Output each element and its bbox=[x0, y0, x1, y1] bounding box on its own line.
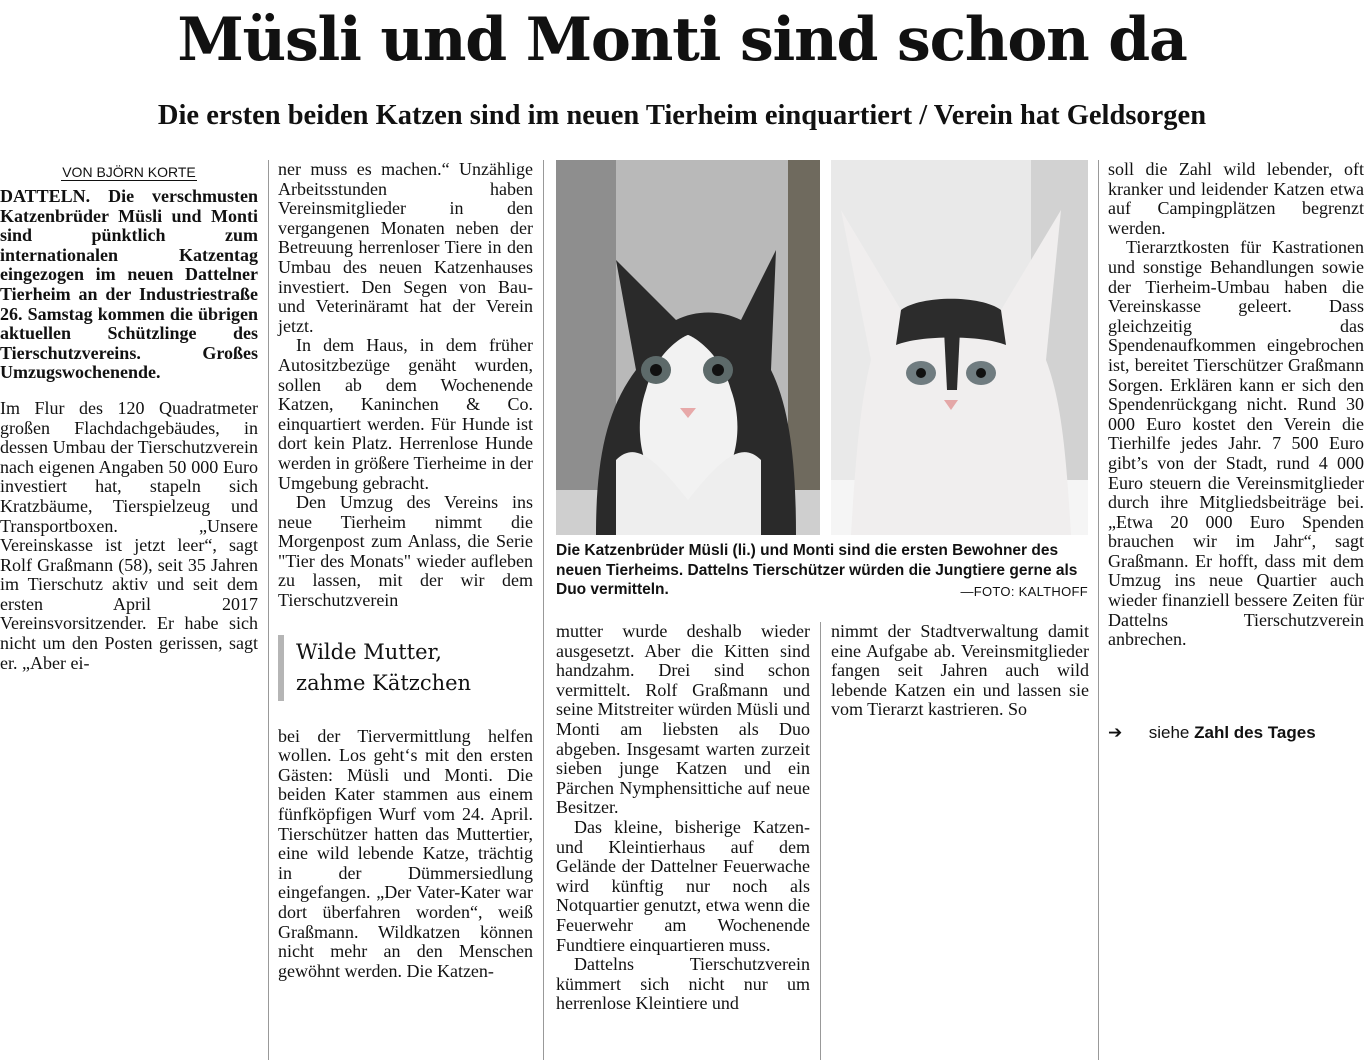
column-2 bbox=[278, 160, 533, 981]
see-also-reference[interactable] bbox=[1108, 722, 1316, 744]
cat-photo-muesli bbox=[556, 160, 820, 535]
column-5 bbox=[1108, 160, 1364, 650]
body-paragraph: Das kleine, bisherige Katzen- und Kleintierhaus auf dem Gelände der Dattelner Feuerwache wird künftig nur noch als Notquartier genutzt, etwa wenn die Feuerwehr am Wochenende Fundtiere einquartieren muss. bbox=[556, 816, 810, 955]
cat-muesli-image bbox=[556, 160, 820, 535]
body-paragraph: bei der Tiervermittlung helfen wollen. Los geht‘s mit den ersten Gästen: Müsli und Monti. Die beiden Kater stammen aus einem fünfköpfigen Wurf vom 24. April. Tierschützer hatten das Muttertier, eine wild lebende Katze, trächtig in der Dümmersiedlung eingefangen. „Der Vater-Kater war dort überfahren worden“, weiß Graßmann. Wildkatzen können nicht mehr an den Menschen gewöhnt werden. Die Katzen- bbox=[278, 725, 533, 981]
body-paragraph: ner muss es machen.“ Unzählige Arbeitsstunden haben Vereinsmitglieder in den vergangenen Monaten neben der Betreuung herrenloser Tiere in den Umbau des neuen Katzenhauses investiert. Den Segen von Bau- und Veterinäramt hat der Verein jetzt. bbox=[278, 159, 533, 336]
body-paragraph: Im Flur des 120 Quadratmeter großen Flachdachgebäudes, in dessen Umbau der Tierschutzverein nach eigenen Angaben 50 000 Euro investiert hat, stapeln sich Kratzbäume, Tierspielzeug und Transportboxen. „Unsere Vereinskasse ist jetzt leer“, sagt Rolf Graßmann (58), seit 35 Jahren im Tierschutz aktiv und seit dem ersten April 2017 Vereinsvorsitzender. Er habe sich nicht um den Posten gerissen, sagt er. „Aber ei- bbox=[0, 397, 258, 673]
arrow-right-icon: ➔ bbox=[1108, 723, 1123, 742]
cat-monti-image bbox=[831, 160, 1088, 535]
lead-paragraph: DATTELN. Die verschmusten Katzenbrüder Müsli und Monti sind pünktlich zum internationalen Katzentag eingezogen im neuen Dattelner Tierheim an der Industriestraße 26. Samstag kommen die übrigen aktuellen Schützlinge des Tierschutzvereins. Großes Umzugswochenende. bbox=[0, 186, 258, 383]
column-rule bbox=[820, 622, 821, 1060]
body-paragraph: In dem Haus, in dem früher Autositzbezüge genäht wurden, sollen ab dem Wochenende Katzen, Kaninchen & Co. einquartiert werden. Für Hunde ist dort kein Platz. Herrenlose Hunde werden in größere Tierheime in der Umgebung gebracht. bbox=[278, 335, 533, 493]
body-paragraph: Den Umzug des Vereins ins neue Tierheim nimmt die Morgenpost zum Anlass, die Serie "Tier des Monats" wieder aufleben zu lassen, mit der wir dem Tierschutzverein bbox=[278, 492, 533, 611]
headline: Müsli und Monti sind schon da bbox=[177, 5, 1187, 75]
see-also-target[interactable]: Zahl des Tages bbox=[1194, 723, 1316, 742]
photo-caption-text: Die Katzenbrüder Müsli (li.) und Monti sind die ersten Bewohner des neuen Tierheims. Dattelns Tierschützer würden die Jungtiere gerne als Duo vermitteln. bbox=[556, 542, 1078, 598]
column-rule bbox=[543, 160, 544, 1060]
section-subtitle-line: zahme Kätzchen bbox=[296, 670, 472, 695]
section-subtitle-line: Wilde Mutter, bbox=[296, 639, 442, 664]
column-rule bbox=[1098, 160, 1099, 1060]
body-paragraph: Tierarztkosten für Kastrationen und sonstige Behandlungen sowie der Tierheim-Umbau haben die Vereinskasse geleert. Dass gleichzeitig das Spendenaufkommen eingebrochen ist, bereitet Tierschützer Graßmann Sorgen. Erklären kann er sich den Spendenrückgang nicht. Rund 30 000 Euro kostet den Verein die Tierhilfe jedes Jahr. 7 500 Euro gibt’s von der Stadt, rund 4 000 Euro steuern die Vereinsmitglieder durch ihre Mitgliedsbeiträge bei. „Etwa 20 000 Euro Spenden brauchen wir im Jahr“, sagt Graßmann. Er hofft, dass mit dem Umzug ins neue Quartier auch wieder finanziell bessere Zeiten für Dattelns Tierschutzverein anbrechen. bbox=[1108, 237, 1364, 650]
column-1 bbox=[0, 163, 258, 673]
body-paragraph: soll die Zahl wild lebender, oft kranker und leidender Katzen etwa auf Campingplätzen begrenzt werden. bbox=[1108, 159, 1364, 238]
body-paragraph: Dattelns Tierschutzverein kümmert sich nicht nur um herrenlose Kleintiere und bbox=[556, 954, 810, 1014]
column-4 bbox=[831, 622, 1089, 720]
section-subtitle bbox=[278, 635, 533, 701]
body-paragraph: nimmt der Stadtverwaltung damit eine Aufgabe ab. Vereinsmitglieder fangen seit Jahren auch wild lebende Katzen ein und lassen sie vom Tierarzt kastrieren. So bbox=[831, 621, 1089, 720]
subheadline: Die ersten beiden Katzen sind im neuen Tierheim einquartiert / Verein hat Geldsorgen bbox=[157, 100, 1207, 131]
photo-credit: —FOTO: KALTHOFF bbox=[960, 584, 1088, 599]
photo-caption bbox=[556, 541, 1088, 602]
see-also-prefix: siehe bbox=[1148, 723, 1190, 742]
body-paragraph: mutter wurde deshalb wieder ausgesetzt. Aber die Kitten sind handzahm. Drei sind schon vermittelt. Rolf Graßmann und seine Mitstreiter würden Müsli und Monti am liebsten als Duo abgeben. Insgesamt warten zurzeit sieben junge Katzen und ein Pärchen Nymphensittiche auf neue Besitzer. bbox=[556, 621, 810, 818]
column-3 bbox=[556, 622, 810, 1014]
cat-photo-monti bbox=[831, 160, 1088, 535]
column-rule bbox=[268, 160, 269, 1060]
byline: VON BJÖRN KORTE bbox=[62, 164, 196, 180]
